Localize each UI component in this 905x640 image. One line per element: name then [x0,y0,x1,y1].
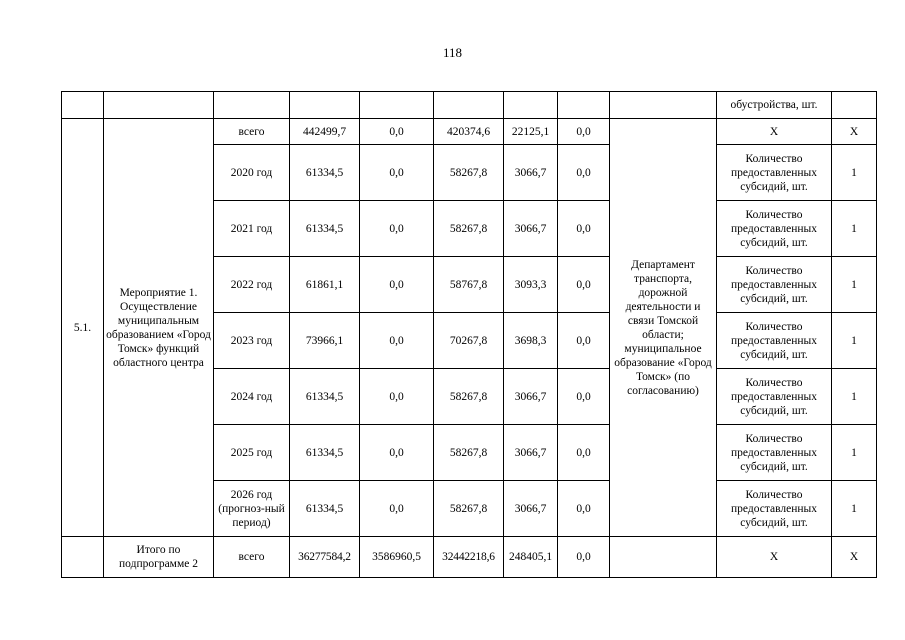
total-cell: 61334,5 [290,369,360,425]
local-cell: 3066,7 [504,145,558,201]
indicator-cell: Количество предоставленных субсидий, шт. [717,201,832,257]
federal-cell: 0,0 [360,257,434,313]
local-cell: 3066,7 [504,481,558,537]
federal-cell: 0,0 [360,145,434,201]
indicator-cell: Количество предоставленных субсидий, шт. [717,481,832,537]
federal-cell: 3586960,5 [360,537,434,578]
regional-cell: 58267,8 [434,481,504,537]
total-cell: 61334,5 [290,145,360,201]
indicator-cell: Х [717,119,832,145]
measure-number: 5.1. [62,119,104,537]
other-cell: 0,0 [558,145,610,201]
period-cell: 2021 год [214,201,290,257]
value-cell: 1 [832,481,877,537]
value-cell: 1 [832,257,877,313]
other-cell: 0,0 [558,369,610,425]
period-cell: всего [214,537,290,578]
total-cell: 73966,1 [290,313,360,369]
local-cell: 3066,7 [504,369,558,425]
other-cell: 0,0 [558,119,610,145]
table-row [62,119,877,145]
value-cell: 1 [832,369,877,425]
page-number: 118 [442,45,463,60]
total-row-name: Итого по подпрограмме 2 [104,537,214,578]
total-cell: 61334,5 [290,425,360,481]
other-cell: 0,0 [558,313,610,369]
period-cell: 2025 год [214,425,290,481]
value-cell: 1 [832,425,877,481]
local-cell: 3093,3 [504,257,558,313]
indicator-cell: Количество предоставленных субсидий, шт. [717,369,832,425]
indicator-cell: Количество предоставленных субсидий, шт. [717,313,832,369]
total-cell: 61861,1 [290,257,360,313]
regional-cell: 58767,8 [434,257,504,313]
period-cell: всего [214,119,290,145]
total-cell: 442499,7 [290,119,360,145]
federal-cell: 0,0 [360,425,434,481]
period-cell: 2024 год [214,369,290,425]
indicator-cell: обустройства, шт. [717,92,832,119]
total-cell: 36277584,2 [290,537,360,578]
other-cell: 0,0 [558,257,610,313]
federal-cell: 0,0 [360,369,434,425]
indicator-cell: Количество предоставленных субсидий, шт. [717,425,832,481]
regional-cell: 58267,8 [434,145,504,201]
indicator-cell: Количество предоставленных субсидий, шт. [717,145,832,201]
period-cell: 2023 год [214,313,290,369]
total-cell: 61334,5 [290,481,360,537]
executor-cell: Департамент транспорта, дорожной деятельности и связи Томской области; муниципальное образование «Город Томск» (по согласованию) [610,119,717,537]
regional-cell: 70267,8 [434,313,504,369]
federal-cell: 0,0 [360,119,434,145]
period-cell: 2020 год [214,145,290,201]
period-cell: 2026 год (прогноз-ный период) [214,481,290,537]
value-cell: 1 [832,313,877,369]
other-cell: 0,0 [558,201,610,257]
indicator-cell: Количество предоставленных субсидий, шт. [717,257,832,313]
federal-cell: 0,0 [360,481,434,537]
federal-cell: 0,0 [360,201,434,257]
local-cell: 22125,1 [504,119,558,145]
other-cell: 0,0 [558,481,610,537]
local-cell: 248405,1 [504,537,558,578]
federal-cell: 0,0 [360,313,434,369]
total-cell: 61334,5 [290,201,360,257]
regional-cell: 58267,8 [434,425,504,481]
value-cell: Х [832,537,877,578]
local-cell: 3698,3 [504,313,558,369]
indicator-cell: Х [717,537,832,578]
regional-cell: 32442218,6 [434,537,504,578]
period-cell: 2022 год [214,257,290,313]
other-cell: 0,0 [558,425,610,481]
regional-cell: 420374,6 [434,119,504,145]
value-cell: Х [832,119,877,145]
other-cell: 0,0 [558,537,610,578]
local-cell: 3066,7 [504,201,558,257]
local-cell: 3066,7 [504,425,558,481]
program-table [61,91,877,578]
measure-name: Мероприятие 1. Осуществление муниципальным образованием «Город Томск» функций областного центра [104,119,214,537]
value-cell: 1 [832,201,877,257]
table-row-total [62,537,877,578]
table-row-header-continuation [62,92,877,119]
regional-cell: 58267,8 [434,201,504,257]
regional-cell: 58267,8 [434,369,504,425]
value-cell: 1 [832,145,877,201]
